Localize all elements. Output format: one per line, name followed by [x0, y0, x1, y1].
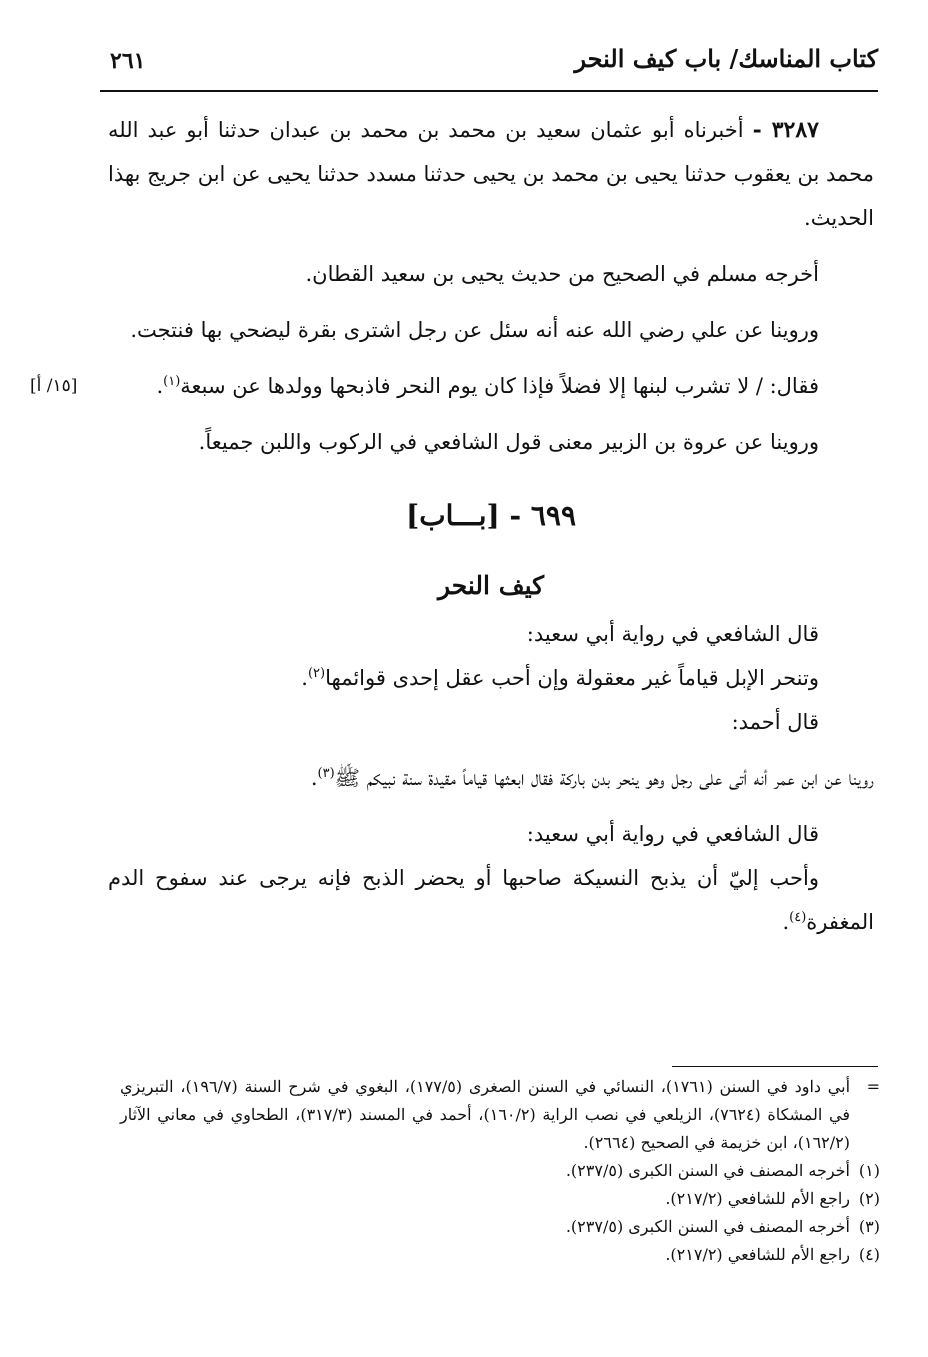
footnote-text: راجع الأم للشافعي (٢١٧/٢).	[665, 1245, 850, 1264]
footnote-text: أخرجه المصنف في السنن الكبرى (٢٣٧/٥).	[565, 1217, 850, 1236]
paragraph	[108, 252, 874, 296]
footnote-label: (٢)	[858, 1189, 880, 1208]
paragraph-with-marker	[30, 364, 874, 408]
footnote-text: أخرجه المصنف في السنن الكبرى (٢٣٧/٥).	[565, 1161, 850, 1180]
paragraph-text: أخبرناه أبو عثمان سعيد بن محمد بن محمد بن عبدان حدثنا أبو عبد الله محمد بن يعقوب حدثنا يحيى بن محمد بن يحيى حدثنا مسدد حدثنا يحيى عن ابن جريج بهذا الحديث.	[108, 118, 874, 230]
chapter-title: ٦٩٩ - [بـــاب]	[405, 499, 577, 532]
footnote-label: (٣)	[858, 1217, 880, 1236]
paragraph	[108, 856, 874, 944]
paragraph-text: قال أحمد:	[731, 710, 819, 734]
paragraph-text: أخرجه مسلم في الصحيح من حديث يحيى بن سعيد القطان.	[305, 262, 819, 286]
paragraph	[108, 756, 874, 800]
paragraph-end: .	[310, 766, 318, 790]
footnote-text: راجع الأم للشافعي (٢١٧/٢).	[665, 1189, 850, 1208]
page-number: ٢٦١	[110, 48, 146, 74]
paragraph-text: وتنحر الإبل قياماً غير معقولة وإن أحب عقل إحدى قوائمها	[325, 666, 819, 690]
header-divider	[100, 90, 878, 92]
footnote-3	[120, 1213, 880, 1241]
footnote-label: =	[866, 1077, 880, 1096]
running-title: كتاب المناسك/ باب كيف النحر	[574, 44, 878, 73]
chapter-subtitle: كيف النحر	[437, 571, 545, 600]
footnote-text: أبي داود في السنن (١٧٦١)، النسائي في السنن الصغرى (١٧٧/٥)، البغوي في شرح السنة (١٩٦/٧)، التبريزي في المشكاة (٧٦٢٤)، الزيلعي في نصب الراية (١٦٠/٢)، أحمد في المسند (٣١٧/٣)، الطحاوي في معاني الآثار (١٦٢/٢)، ابن خزيمة في الصحيح (٢٦٦٤).	[120, 1077, 851, 1152]
paragraph-end: .	[782, 910, 790, 934]
hadith-paragraph	[108, 108, 874, 240]
footnote-label: (٤)	[858, 1245, 880, 1264]
paragraph-text: روينا عن ابن عمر أنه أتى على رجل وهو ينحر بدن باركة فقال ابعثها قياماً مقيدة سنة نبيكم ﷺ	[334, 766, 874, 790]
footnote-1	[120, 1157, 880, 1185]
paragraph	[108, 364, 874, 408]
paragraph-end: .	[156, 374, 164, 398]
paragraph-end: .	[301, 666, 308, 690]
paragraph	[108, 812, 874, 856]
paragraph-text: قال الشافعي في رواية أبي سعيد:	[526, 822, 819, 846]
footnote-divider	[672, 1066, 878, 1067]
paragraph	[108, 700, 874, 744]
paragraph	[108, 308, 874, 352]
paragraph-text: وروينا عن عروة بن الزبير معنى قول الشافعي في الركوب واللبن جميعاً.	[198, 430, 819, 454]
footnote-label: (١)	[858, 1161, 880, 1180]
footnote-ref[interactable]: (٤)	[789, 910, 807, 925]
paragraph	[108, 612, 874, 656]
footnote-ref[interactable]: (٣)	[317, 766, 335, 781]
footnote-2	[120, 1185, 880, 1213]
footnote-ref[interactable]: (٢)	[307, 666, 326, 681]
footnote-ref[interactable]: (١)	[163, 374, 181, 389]
paragraph-text: وروينا عن علي رضي الله عنه أنه سئل عن رجل اشترى بقرة ليضحي بها فنتجت.	[130, 318, 819, 342]
main-text	[30, 108, 874, 956]
paragraph-text: وأحب إليّ أن يذبح النسيكة صاحبها أو يحضر الذبح فإنه يرجى عند سفوح الدم المغفرة	[108, 866, 874, 934]
hadith-number: ٣٢٨٧ -	[752, 117, 819, 143]
footnote-4	[120, 1241, 880, 1269]
paragraph	[108, 420, 874, 464]
footnotes	[120, 1073, 880, 1269]
paragraph-text: قال الشافعي في رواية أبي سعيد:	[526, 622, 819, 646]
manuscript-folio-marker: [١٥/ أ]	[30, 376, 78, 396]
paragraph-text: فقال: / لا تشرب لبنها إلا فضلاً فإذا كان يوم النحر فاذبحها وولدها عن سبعة	[180, 374, 819, 398]
paragraph	[108, 656, 874, 700]
running-header	[100, 38, 878, 88]
footnote-continuation	[120, 1073, 880, 1157]
